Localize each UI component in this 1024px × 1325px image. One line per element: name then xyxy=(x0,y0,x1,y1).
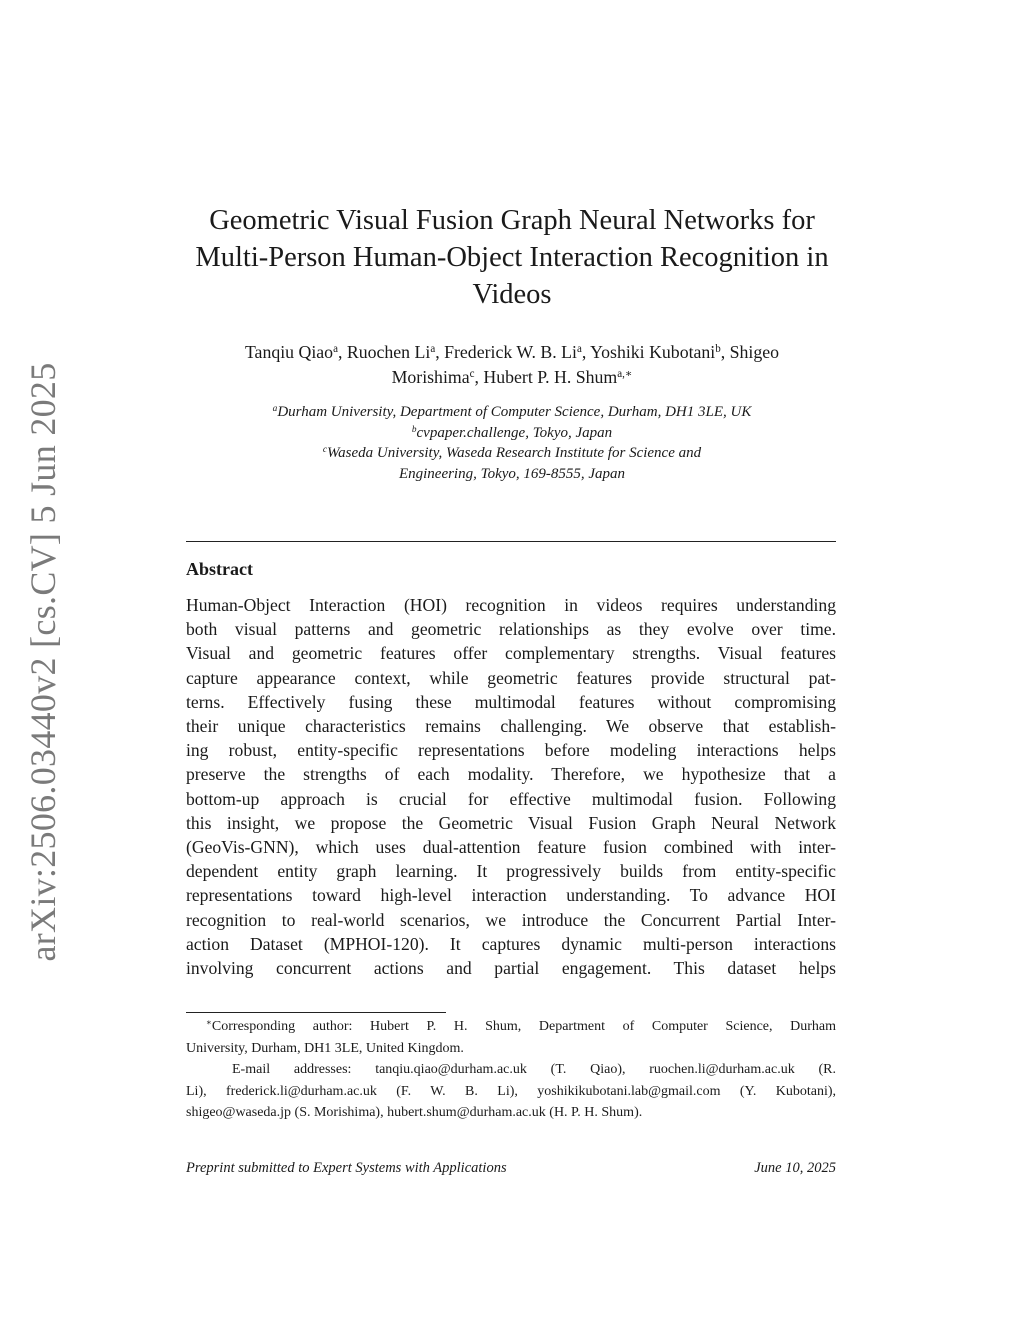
abstract-top-rule xyxy=(186,541,836,542)
author-name: Morishima xyxy=(391,367,470,387)
author-separator: , xyxy=(720,342,730,362)
abstract-line: Human-Object Interaction (HOI) recognition in videos requires understanding xyxy=(186,595,836,615)
author-affil-mark: a xyxy=(333,342,338,355)
author-affil-mark: a xyxy=(430,342,436,355)
abstract-line: terns. Effectively fusing these multimodal features without compromising xyxy=(186,691,836,712)
author-affil-mark: b xyxy=(715,342,721,355)
corresponding-author-footnote xyxy=(186,1016,836,1038)
affiliation-text: Waseda University, Waseda Research Institute for Science and xyxy=(327,445,702,461)
author-name: Frederick W. B. Li xyxy=(444,342,577,362)
author-name: Shigeo xyxy=(729,342,780,362)
abstract-line: dependent entity graph learning. It progressively builds from entity-specific xyxy=(186,861,836,882)
page-footer xyxy=(186,1160,836,1177)
abstract-line: ing robust, entity-specific representations before modeling interactions helps xyxy=(186,740,836,761)
abstract-line: Visual and geometric features offer complementary strengths. Visual features xyxy=(186,643,836,664)
affiliation-line xyxy=(170,423,854,444)
affiliations xyxy=(170,402,854,484)
footnotes xyxy=(186,1016,836,1124)
footnote-mark: ∗ xyxy=(206,1017,212,1028)
preprint-note: Preprint submitted to Expert Systems with Applications xyxy=(186,1160,507,1176)
author-affil-mark: a,∗ xyxy=(617,367,633,380)
email-footnote-line: E-mail addresses: tanqiu.qiao@durham.ac.uk (T. Qiao), ruochen.li@durham.ac.uk (R. xyxy=(232,1062,836,1077)
abstract-line: their unique characteristics remains challenging. We observe that establish- xyxy=(186,716,836,737)
footnote-line: University, Durham, DH1 3LE, United Kingdom. xyxy=(186,1040,464,1056)
affiliation-mark: a xyxy=(272,403,278,414)
author-affil-mark: c xyxy=(469,367,475,380)
author-line xyxy=(170,365,854,390)
author-separator: , xyxy=(581,342,591,362)
author-line xyxy=(170,340,854,365)
author-separator: , xyxy=(435,342,445,362)
affiliation-mark: c xyxy=(322,444,328,455)
title-line: Geometric Visual Fusion Graph Neural Networks for xyxy=(209,205,815,236)
abstract-line: preserve the strengths of each modality. Therefore, we hypothesize that a xyxy=(186,764,836,785)
affiliation-line xyxy=(170,443,854,464)
email-footnote-line: Li), frederick.li@durham.ac.uk (F. W. B. Li), yoshikikubotani.lab@gmail.com (Y. Kubotani), xyxy=(186,1083,836,1099)
abstract-line: bottom-up approach is crucial for effective multimodal fusion. Following xyxy=(186,788,836,809)
abstract-line: action Dataset (MPHOI-120). It captures dynamic multi-person interactions xyxy=(186,933,836,954)
abstract-body xyxy=(186,593,836,980)
abstract-line: both visual patterns and geometric relationships as they evolve over time. xyxy=(186,619,836,640)
author-name: Tanqiu Qiao xyxy=(244,342,334,362)
author-separator: , xyxy=(337,342,347,362)
abstract-line: (GeoVis-GNN), which uses dual-attention feature fusion combined with inter- xyxy=(186,837,836,858)
author-name: Ruochen Li xyxy=(346,342,431,362)
footer-date: June 10, 2025 xyxy=(754,1160,836,1176)
abstract-heading: Abstract xyxy=(186,559,253,579)
footnote-text: Corresponding author: Hubert P. H. Shum, Department of Computer Science, Durham xyxy=(211,1019,836,1034)
affiliation-text: Engineering, Tokyo, 169-8555, Japan xyxy=(398,465,626,482)
affiliation-line xyxy=(170,464,854,485)
affiliation-text: Durham University, Department of Computer Science, Durham, DH1 3LE, UK xyxy=(277,404,752,420)
abstract-line: involving concurrent actions and partial engagement. This dataset helps xyxy=(186,958,836,979)
author-name: Yoshiki Kubotani xyxy=(590,342,716,362)
affiliation-text: cvpaper.challenge, Tokyo, Japan xyxy=(416,424,613,441)
title-line: Videos xyxy=(472,279,552,310)
title-line: Multi-Person Human-Object Interaction Recognition in xyxy=(195,242,829,273)
abstract-line: recognition to real-world scenarios, we introduce the Concurrent Partial Inter- xyxy=(186,909,836,930)
email-footnote-line: shigeo@waseda.jp (S. Morishima), hubert.shum@durham.ac.uk (H. P. H. Shum). xyxy=(186,1105,643,1120)
affiliation-line xyxy=(170,402,854,423)
affiliation-mark: b xyxy=(411,424,417,435)
author-affil-mark: a xyxy=(576,342,582,355)
arxiv-identifier-stamp: arXiv:2506.03440v2 [cs.CV] 5 Jun 2025 xyxy=(23,362,63,962)
abstract-line: capture appearance context, while geometric features provide structural pat- xyxy=(186,667,836,688)
paper-title xyxy=(170,202,854,313)
author-name: Hubert P. H. Shum xyxy=(483,367,618,387)
author-separator: , xyxy=(474,367,484,387)
abstract-line: this insight, we propose the Geometric Visual Fusion Graph Neural Network xyxy=(186,812,836,833)
abstract-line: representations toward high-level interaction understanding. To advance HOI xyxy=(186,885,836,906)
footnote-rule xyxy=(186,1012,446,1013)
author-list xyxy=(170,340,854,390)
